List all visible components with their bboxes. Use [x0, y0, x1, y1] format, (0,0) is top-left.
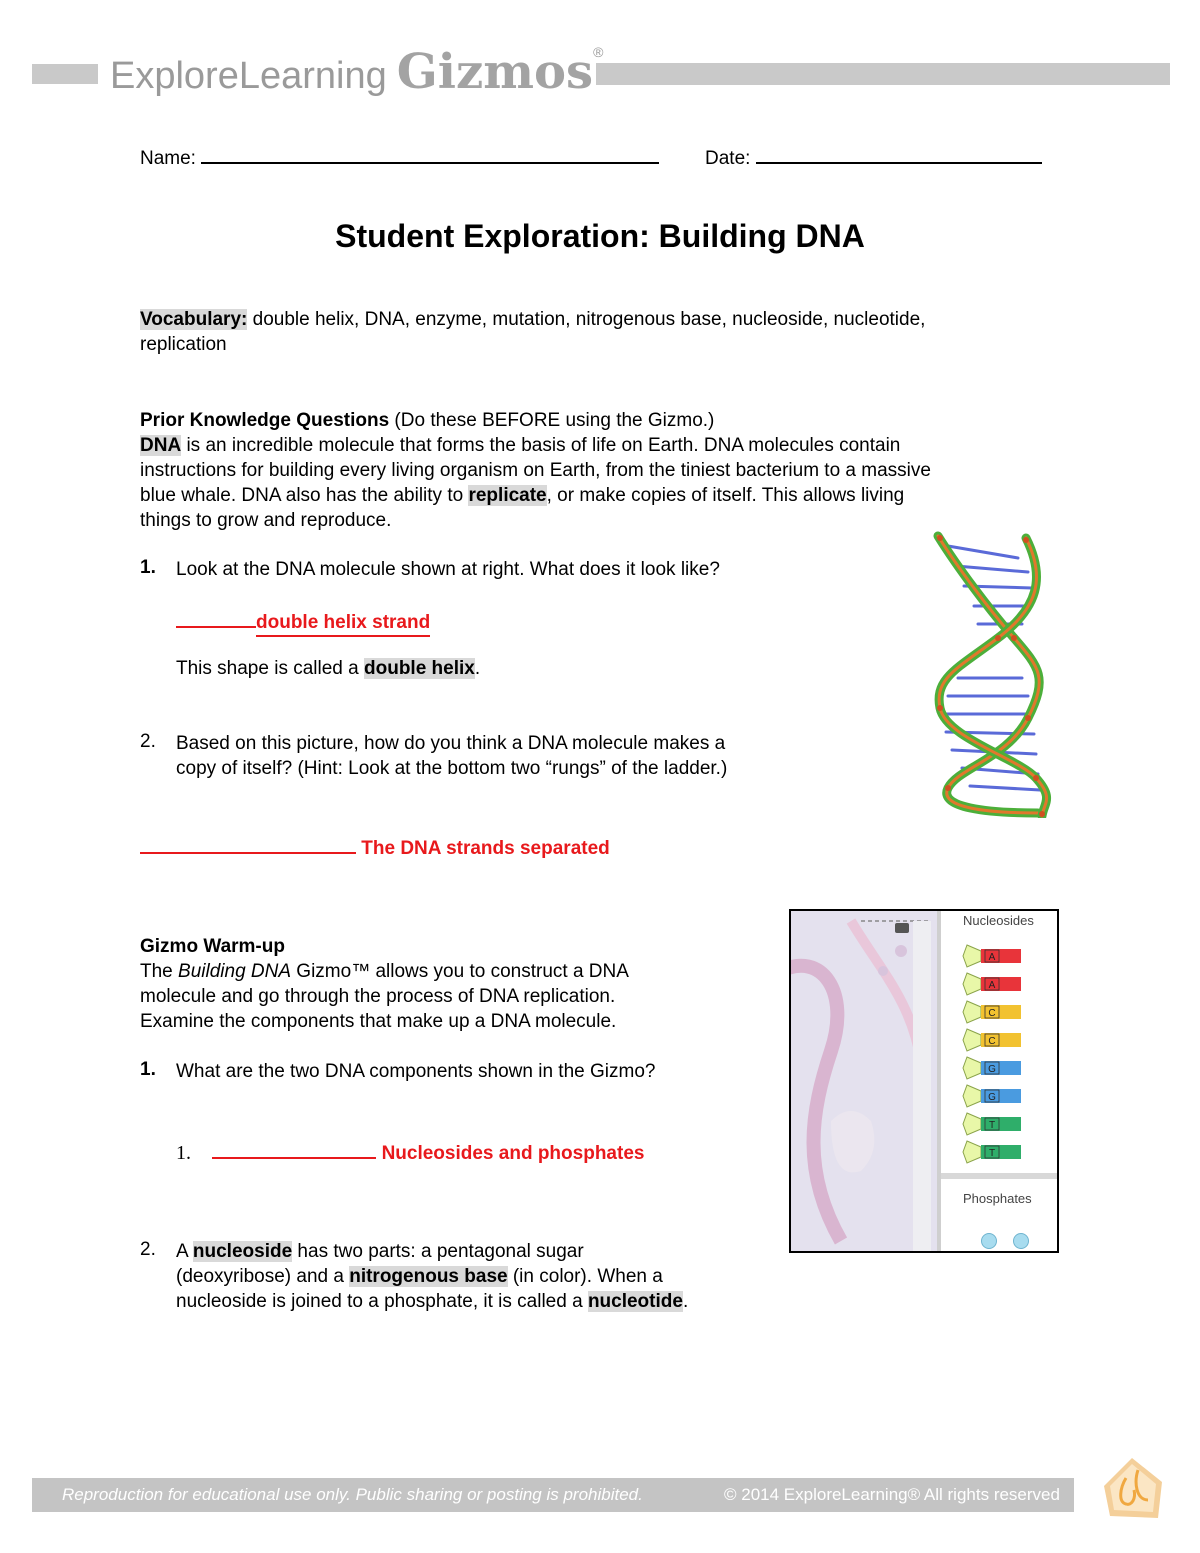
brand-prefix: ExploreLearning — [110, 55, 387, 97]
sugar-shape — [963, 945, 981, 967]
warmup-section — [140, 934, 760, 1034]
prior-text-1: is an incredible molecule that forms the basis of life on Earth. DNA molecules contain — [181, 435, 901, 456]
nucleoside-item[interactable] — [963, 1141, 1021, 1163]
warmup-heading: Gizmo Warm-up — [140, 936, 285, 957]
name-field[interactable] — [140, 142, 659, 171]
nucleoside-item[interactable] — [963, 1085, 1021, 1107]
prior-text-3a: blue whale. DNA also has the ability to — [140, 485, 469, 506]
warmup-answer-1[interactable] — [176, 1137, 644, 1166]
nucleosides-label: Nucleosides — [963, 913, 1034, 928]
question-number: 2. — [140, 731, 156, 752]
nucleoside-item[interactable] — [963, 1057, 1021, 1079]
phosphates-label: Phosphates — [963, 1191, 1032, 1206]
term-nucleoside: nucleoside — [192, 1241, 293, 1262]
date-field[interactable] — [705, 142, 1042, 171]
date-line[interactable] — [756, 142, 1042, 164]
sugar-shape — [963, 1085, 981, 1107]
phosphate-item[interactable] — [1013, 1233, 1029, 1249]
answer-1-line — [176, 606, 256, 628]
panel-divider — [941, 1173, 1059, 1179]
base-letter: C — [988, 1008, 996, 1019]
cell-background — [791, 911, 937, 1251]
prior-text-4: things to grow and reproduce. — [140, 510, 392, 531]
sugar-shape — [963, 1001, 981, 1023]
vocabulary-terms: double helix, DNA, enzyme, mutation, nitrogenous base, nucleoside, nucleotide, — [247, 309, 926, 330]
brand-mark: ® — [593, 44, 604, 60]
phosphate-item[interactable] — [981, 1233, 997, 1249]
date-label: Date: — [705, 148, 751, 169]
base-letter: A — [988, 952, 996, 963]
warmup-question-2 — [176, 1239, 776, 1314]
warmup-answer-1-text: Nucleosides and phosphates — [381, 1143, 645, 1164]
term-nucleotide: nucleotide — [587, 1291, 683, 1312]
footer-notice: Reproduction for educational use only. Public sharing or posting is prohibited. — [62, 1485, 643, 1504]
gizmo-side-panel — [937, 911, 1059, 1251]
answer-number: 1. — [176, 1142, 191, 1164]
base-shape — [981, 1145, 1021, 1159]
q2-text-a: A — [176, 1241, 193, 1262]
prior-heading: Prior Knowledge Questions — [140, 410, 390, 431]
footer-copyright: © 2014 ExploreLearning® All rights reserved — [724, 1485, 1060, 1504]
header-bar-left — [32, 64, 98, 84]
dna-double-helix-image — [918, 528, 1058, 818]
gizmo-screenshot — [789, 909, 1059, 1253]
q2-text-d: (in color). When a — [507, 1266, 663, 1287]
question-2-line-2: copy of itself? (Hint: Look at the bottom two “rungs” of the ladder.) — [176, 758, 728, 779]
warmup-text-1b: Gizmo™ allows you to construct a DNA — [291, 961, 629, 982]
base-shape — [981, 949, 1021, 963]
nucleoside-item[interactable] — [963, 1113, 1021, 1135]
warmup-answer-1-line — [212, 1137, 376, 1159]
base-shape — [981, 1033, 1021, 1047]
nucleoside-item[interactable] — [963, 1001, 1021, 1023]
base-shape — [981, 977, 1021, 991]
question-2 — [176, 731, 816, 781]
name-line[interactable] — [201, 142, 659, 164]
base-shape — [981, 1005, 1021, 1019]
prior-text-3b: , or make copies of itself. This allows living — [546, 485, 905, 506]
gizmo-name: Building DNA — [178, 961, 292, 982]
base-letter: C — [988, 1036, 996, 1047]
answer-1[interactable] — [176, 606, 430, 637]
base-letter: G — [988, 1092, 996, 1103]
nucleoside-item[interactable] — [963, 1029, 1021, 1051]
question-2-line-1: Based on this picture, how do you think a DNA molecule makes a — [176, 733, 726, 754]
question-number: 1. — [140, 1059, 156, 1080]
base-shape — [981, 1061, 1021, 1075]
term-nitrogenous-base: nitrogenous base — [349, 1266, 508, 1287]
q2-text-b: has two parts: a pentagonal sugar — [292, 1241, 584, 1262]
question-1: Look at the DNA molecule shown at right. What does it look like? — [176, 559, 720, 580]
answer-2-line — [140, 832, 356, 854]
shape-period: . — [474, 658, 481, 679]
q2-text-e: nucleoside is joined to a phosphate, it is called a — [176, 1291, 588, 1312]
nucleoside-item[interactable] — [963, 945, 1021, 967]
double-helix-statement — [176, 656, 480, 681]
prior-knowledge-section — [140, 408, 1080, 533]
sugar-shape — [963, 1141, 981, 1163]
term-dna: DNA — [140, 435, 182, 456]
term-replicate: replicate — [468, 485, 547, 506]
nucleoside-list[interactable] — [941, 937, 1057, 1177]
question-number: 1. — [140, 557, 156, 578]
base-shape — [981, 1117, 1021, 1131]
warmup-text-3: Examine the components that make up a DNA molecule. — [140, 1011, 617, 1032]
base-shape — [981, 1089, 1021, 1103]
base-letter: G — [988, 1064, 996, 1075]
name-label: Name: — [140, 148, 196, 169]
prior-heading-note: (Do these BEFORE using the Gizmo.) — [389, 410, 715, 431]
vocabulary-label: Vocabulary: — [140, 309, 248, 330]
vocabulary-terms-cont: replication — [140, 334, 227, 355]
sugar-shape — [963, 973, 981, 995]
term-double-helix: double helix — [364, 658, 475, 679]
answer-2[interactable] — [140, 832, 610, 861]
base-letter: A — [988, 980, 996, 991]
q2-text-c: (deoxyribose) and a — [176, 1266, 350, 1287]
brand-logo — [110, 44, 603, 100]
brand-main: Gizmos — [396, 44, 594, 100]
header-bar-right — [596, 63, 1170, 85]
warmup-text-2: molecule and go through the process of DNA replication. — [140, 986, 616, 1007]
answer-2-text: The DNA strands separated — [361, 838, 610, 859]
sugar-shape — [963, 1029, 981, 1051]
nucleoside-item[interactable] — [963, 973, 1021, 995]
warmup-text-1a: The — [140, 961, 179, 982]
q2-text-f: . — [682, 1291, 689, 1312]
answer-1-text: double helix strand — [256, 610, 430, 637]
shape-text: This shape is called a — [176, 658, 364, 679]
page-title: Student Exploration: Building DNA — [335, 218, 865, 254]
warmup-question-1: What are the two DNA components shown in the Gizmo? — [176, 1061, 656, 1082]
base-letter: T — [988, 1120, 996, 1131]
vocabulary-section — [140, 307, 1060, 357]
base-letter: T — [988, 1148, 996, 1159]
explorelearning-logo-icon — [1098, 1452, 1168, 1522]
sugar-shape — [963, 1057, 981, 1079]
prior-text-2: instructions for building every living organism on Earth, from the tiniest bacterium to a massive — [140, 460, 931, 481]
sugar-shape — [963, 1113, 981, 1135]
question-number: 2. — [140, 1239, 156, 1260]
